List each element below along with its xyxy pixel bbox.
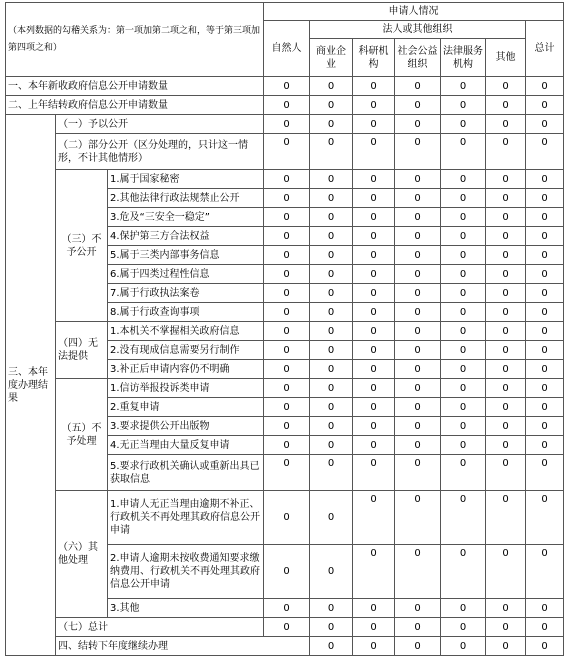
table-cell: 0 [526,96,564,115]
applicant-info-header: 申请人情况 [264,3,564,21]
table-cell: 0 [310,618,353,637]
table-cell: 0 [526,303,564,322]
table-cell: 0 [264,379,310,398]
table-cell: 0 [526,115,564,134]
table-row [6,96,564,115]
table-cell: 0 [441,303,486,322]
table-cell: 0 [310,398,353,417]
table-cell: 0 [264,265,310,284]
table-cell: 0 [353,284,395,303]
table-cell: 0 [441,115,486,134]
table-cell: 0 [310,322,353,341]
table-cell: 0 [310,436,353,455]
table-cell: 0 [310,170,353,189]
table-cell: 0 [395,303,441,322]
table-cell: 0 [264,115,310,134]
table-cell: 0 [353,379,395,398]
table-cell: 0 [486,246,526,265]
table-cell: 0 [486,134,526,170]
table-cell: 0 [353,398,395,417]
table-cell: 0 [486,417,526,436]
table-cell: 0 [264,545,310,599]
table-cell: 0 [441,455,486,491]
item-label: 1.本机关不掌握相关政府信息 [108,322,264,341]
table-cell: 0 [264,170,310,189]
table-cell: 0 [526,637,564,656]
table-cell: 0 [310,491,353,545]
table-cell: 0 [264,599,310,618]
table-cell: 0 [395,189,441,208]
table-cell: 0 [353,436,395,455]
section-label: 二、上年结转政府信息公开申请数量 [6,96,264,115]
table-cell: 0 [395,115,441,134]
table-cell: 0 [310,360,353,379]
commercial-header: 商业企业 [310,39,353,77]
table-cell: 0 [526,417,564,436]
table-cell: 0 [395,284,441,303]
table-cell: 0 [353,417,395,436]
table-cell: 0 [526,360,564,379]
item-label: 6.属于四类过程性信息 [108,265,264,284]
table-cell: 0 [526,134,564,170]
group-label: （七）总计 [56,618,264,637]
table-cell: 0 [264,491,310,545]
table-cell: 0 [526,265,564,284]
table-row [6,134,564,170]
table-cell: 0 [395,379,441,398]
table-cell: 0 [310,455,353,491]
table-cell: 0 [353,599,395,618]
table-cell: 0 [264,134,310,170]
table-cell: 0 [441,360,486,379]
table-cell: 0 [310,303,353,322]
table-cell: 0 [353,134,395,170]
table-cell: 0 [486,379,526,398]
table-cell: 0 [395,227,441,246]
item-label: 5.属于三类内部事务信息 [108,246,264,265]
table-cell: 0 [441,96,486,115]
table-cell: 0 [310,545,353,599]
table-cell: 0 [441,491,486,545]
table-cell: 0 [353,303,395,322]
item-label: 1.信访举报投诉类申请 [108,379,264,398]
table-cell: 0 [310,96,353,115]
table-cell: 0 [526,77,564,96]
group-label: （三）不予公开 [56,170,108,322]
table-cell: 0 [264,284,310,303]
table-cell: 0 [486,360,526,379]
table-cell: 0 [264,436,310,455]
table-cell: 0 [395,322,441,341]
table-cell: 0 [526,379,564,398]
table-cell: 0 [395,341,441,360]
table-cell: 0 [264,322,310,341]
table-cell: 0 [441,227,486,246]
item-label: 4.无正当理由大量反复申请 [108,436,264,455]
table-cell: 0 [264,417,310,436]
table-cell: 0 [353,265,395,284]
table-cell: 0 [441,545,486,599]
group-label: （五）不予处理 [56,379,108,491]
item-label: 2.其他法律行政法规禁止公开 [108,189,264,208]
item-label: 4.保护第三方合法权益 [108,227,264,246]
table-cell: 0 [353,455,395,491]
table-cell: 0 [526,170,564,189]
table-cell: 0 [395,417,441,436]
table-cell: 0 [441,398,486,417]
legal-group-header: 法人或其他组织 [310,21,526,39]
item-label: 3.要求提供公开出版物 [108,417,264,436]
item-label: 7.属于行政执法案卷 [108,284,264,303]
group-label: （二）部分公开（区分处理的，只计这一情形，不计其他情形） [56,134,264,170]
table-cell: 0 [395,77,441,96]
table-cell: 0 [353,322,395,341]
item-label: 1.申请人无正当理由逾期不补正、行政机关不再处理其政府信息公开申请 [108,491,264,545]
table-cell: 0 [264,303,310,322]
table-cell: 0 [441,379,486,398]
item-label: 2.重复申请 [108,398,264,417]
table-cell: 0 [353,189,395,208]
item-label: 3.危及“三安全一稳定” [108,208,264,227]
table-cell: 0 [264,227,310,246]
table-cell: 0 [486,618,526,637]
table-row [6,170,564,189]
table-cell: 0 [310,115,353,134]
table-cell: 0 [395,455,441,491]
table-cell: 0 [441,170,486,189]
table-cell: 0 [353,545,395,599]
group-label: （一）予以公开 [56,115,264,134]
table-cell: 0 [395,436,441,455]
table-cell: 0 [353,341,395,360]
group-label: （六）其他处理 [56,491,108,618]
table-cell: 0 [486,189,526,208]
table-cell: 0 [395,360,441,379]
table-cell: 0 [395,618,441,637]
item-label: 2.没有现成信息需要另行制作 [108,341,264,360]
table-cell: 0 [526,284,564,303]
table-cell: 0 [264,77,310,96]
table-cell: 0 [441,637,486,656]
table-cell: 0 [310,265,353,284]
table-cell: 0 [353,491,395,545]
table-cell: 0 [264,455,310,491]
total-header: 总计 [526,21,564,77]
legal-service-header: 法律服务机构 [441,39,486,77]
table-cell: 0 [264,398,310,417]
table-cell: 0 [353,115,395,134]
table-cell: 0 [310,341,353,360]
table-cell: 0 [526,618,564,637]
table-cell: 0 [264,208,310,227]
table-cell: 0 [486,227,526,246]
table-cell: 0 [395,134,441,170]
table-cell: 0 [441,189,486,208]
table-cell: 0 [310,227,353,246]
table-cell: 0 [441,284,486,303]
table-cell: 0 [353,618,395,637]
table-row [6,77,564,96]
table-cell: 0 [310,379,353,398]
table-cell: 0 [526,436,564,455]
table-cell: 0 [526,341,564,360]
table-cell: 0 [486,265,526,284]
table-cell: 0 [353,227,395,246]
table-cell: 0 [395,491,441,545]
table-cell: 0 [310,599,353,618]
table-cell: 0 [486,208,526,227]
table-row [6,115,564,134]
table-cell: 0 [526,322,564,341]
table-cell: 0 [486,322,526,341]
table-cell: 0 [441,599,486,618]
section-label: 四、结转下年度继续办理 [56,637,310,656]
table-cell: 0 [486,170,526,189]
table-cell: 0 [486,303,526,322]
table-cell: 0 [264,189,310,208]
item-label: 3.补正后申请内容仍不明确 [108,360,264,379]
table-cell: 0 [353,208,395,227]
table-cell: 0 [441,436,486,455]
table-cell: 0 [395,398,441,417]
table-cell: 0 [486,77,526,96]
research-header: 科研机构 [353,39,395,77]
table-cell: 0 [395,599,441,618]
table-cell: 0 [486,284,526,303]
relation-note: （本列数据的勾稽关系为：第一项加第二项之和，等于第三项加第四项之和） [6,3,264,77]
table-cell: 0 [526,545,564,599]
section-label: 三、本年度办理结果 [6,115,56,656]
table-cell: 0 [310,189,353,208]
table-cell: 0 [486,398,526,417]
social-header: 社会公益组织 [395,39,441,77]
table-cell: 0 [264,360,310,379]
section-label: 一、本年新收政府信息公开申请数量 [6,77,264,96]
group-label: （四）无法提供 [56,322,108,379]
table-cell: 0 [441,265,486,284]
table-cell: 0 [486,115,526,134]
table-cell: 0 [441,246,486,265]
table-cell: 0 [486,455,526,491]
item-label: 8.属于行政查询事项 [108,303,264,322]
table-cell: 0 [441,322,486,341]
table-cell: 0 [486,637,526,656]
table-cell: 0 [310,284,353,303]
table-cell: 0 [353,246,395,265]
table-cell: 0 [353,77,395,96]
table-cell: 0 [310,417,353,436]
table-row [6,379,564,398]
table-cell: 0 [441,417,486,436]
table-cell: 0 [264,341,310,360]
table-cell: 0 [353,96,395,115]
table-cell: 0 [486,545,526,599]
table-cell: 0 [526,227,564,246]
table-cell: 0 [441,208,486,227]
item-label: 2.申请人逾期未按收费通知要求缴纳费用、行政机关不再处理其政府信息公开申请 [108,545,264,599]
table-cell: 0 [486,491,526,545]
table-cell: 0 [441,134,486,170]
table-cell: 0 [486,96,526,115]
natural-person-header: 自然人 [264,21,310,77]
table-row [6,491,564,545]
table-cell: 0 [526,189,564,208]
item-label: 3.其他 [108,599,264,618]
item-label: 5.要求行政机关确认或重新出具已获取信息 [108,455,264,491]
table-cell: 0 [526,246,564,265]
table-cell: 0 [395,637,441,656]
table-cell: 0 [395,170,441,189]
table-cell: 0 [264,246,310,265]
item-label: 1.属于国家秘密 [108,170,264,189]
table-cell: 0 [441,77,486,96]
table-cell: 0 [486,341,526,360]
table-row [6,322,564,341]
other-header: 其他 [486,39,526,77]
table-cell: 0 [526,208,564,227]
table-cell: 0 [486,436,526,455]
table-cell: 0 [486,599,526,618]
table-cell: 0 [441,341,486,360]
table-cell: 0 [310,77,353,96]
table-cell: 0 [395,208,441,227]
table-row [6,618,564,637]
table-cell: 0 [264,618,310,637]
table-cell: 0 [264,96,310,115]
table-cell: 0 [526,455,564,491]
table-cell: 0 [526,398,564,417]
table-cell: 0 [441,618,486,637]
table-cell: 0 [310,637,353,656]
table-row [6,637,564,656]
table-cell: 0 [526,599,564,618]
disclosure-stats-table [5,2,564,656]
table-cell: 0 [395,246,441,265]
table-cell: 0 [353,360,395,379]
table-cell: 0 [353,170,395,189]
table-cell: 0 [310,208,353,227]
table-cell: 0 [395,96,441,115]
table-cell: 0 [353,637,395,656]
table-cell: 0 [395,545,441,599]
table-cell: 0 [310,134,353,170]
table-cell: 0 [310,246,353,265]
table-cell: 0 [526,491,564,545]
table-cell: 0 [395,265,441,284]
